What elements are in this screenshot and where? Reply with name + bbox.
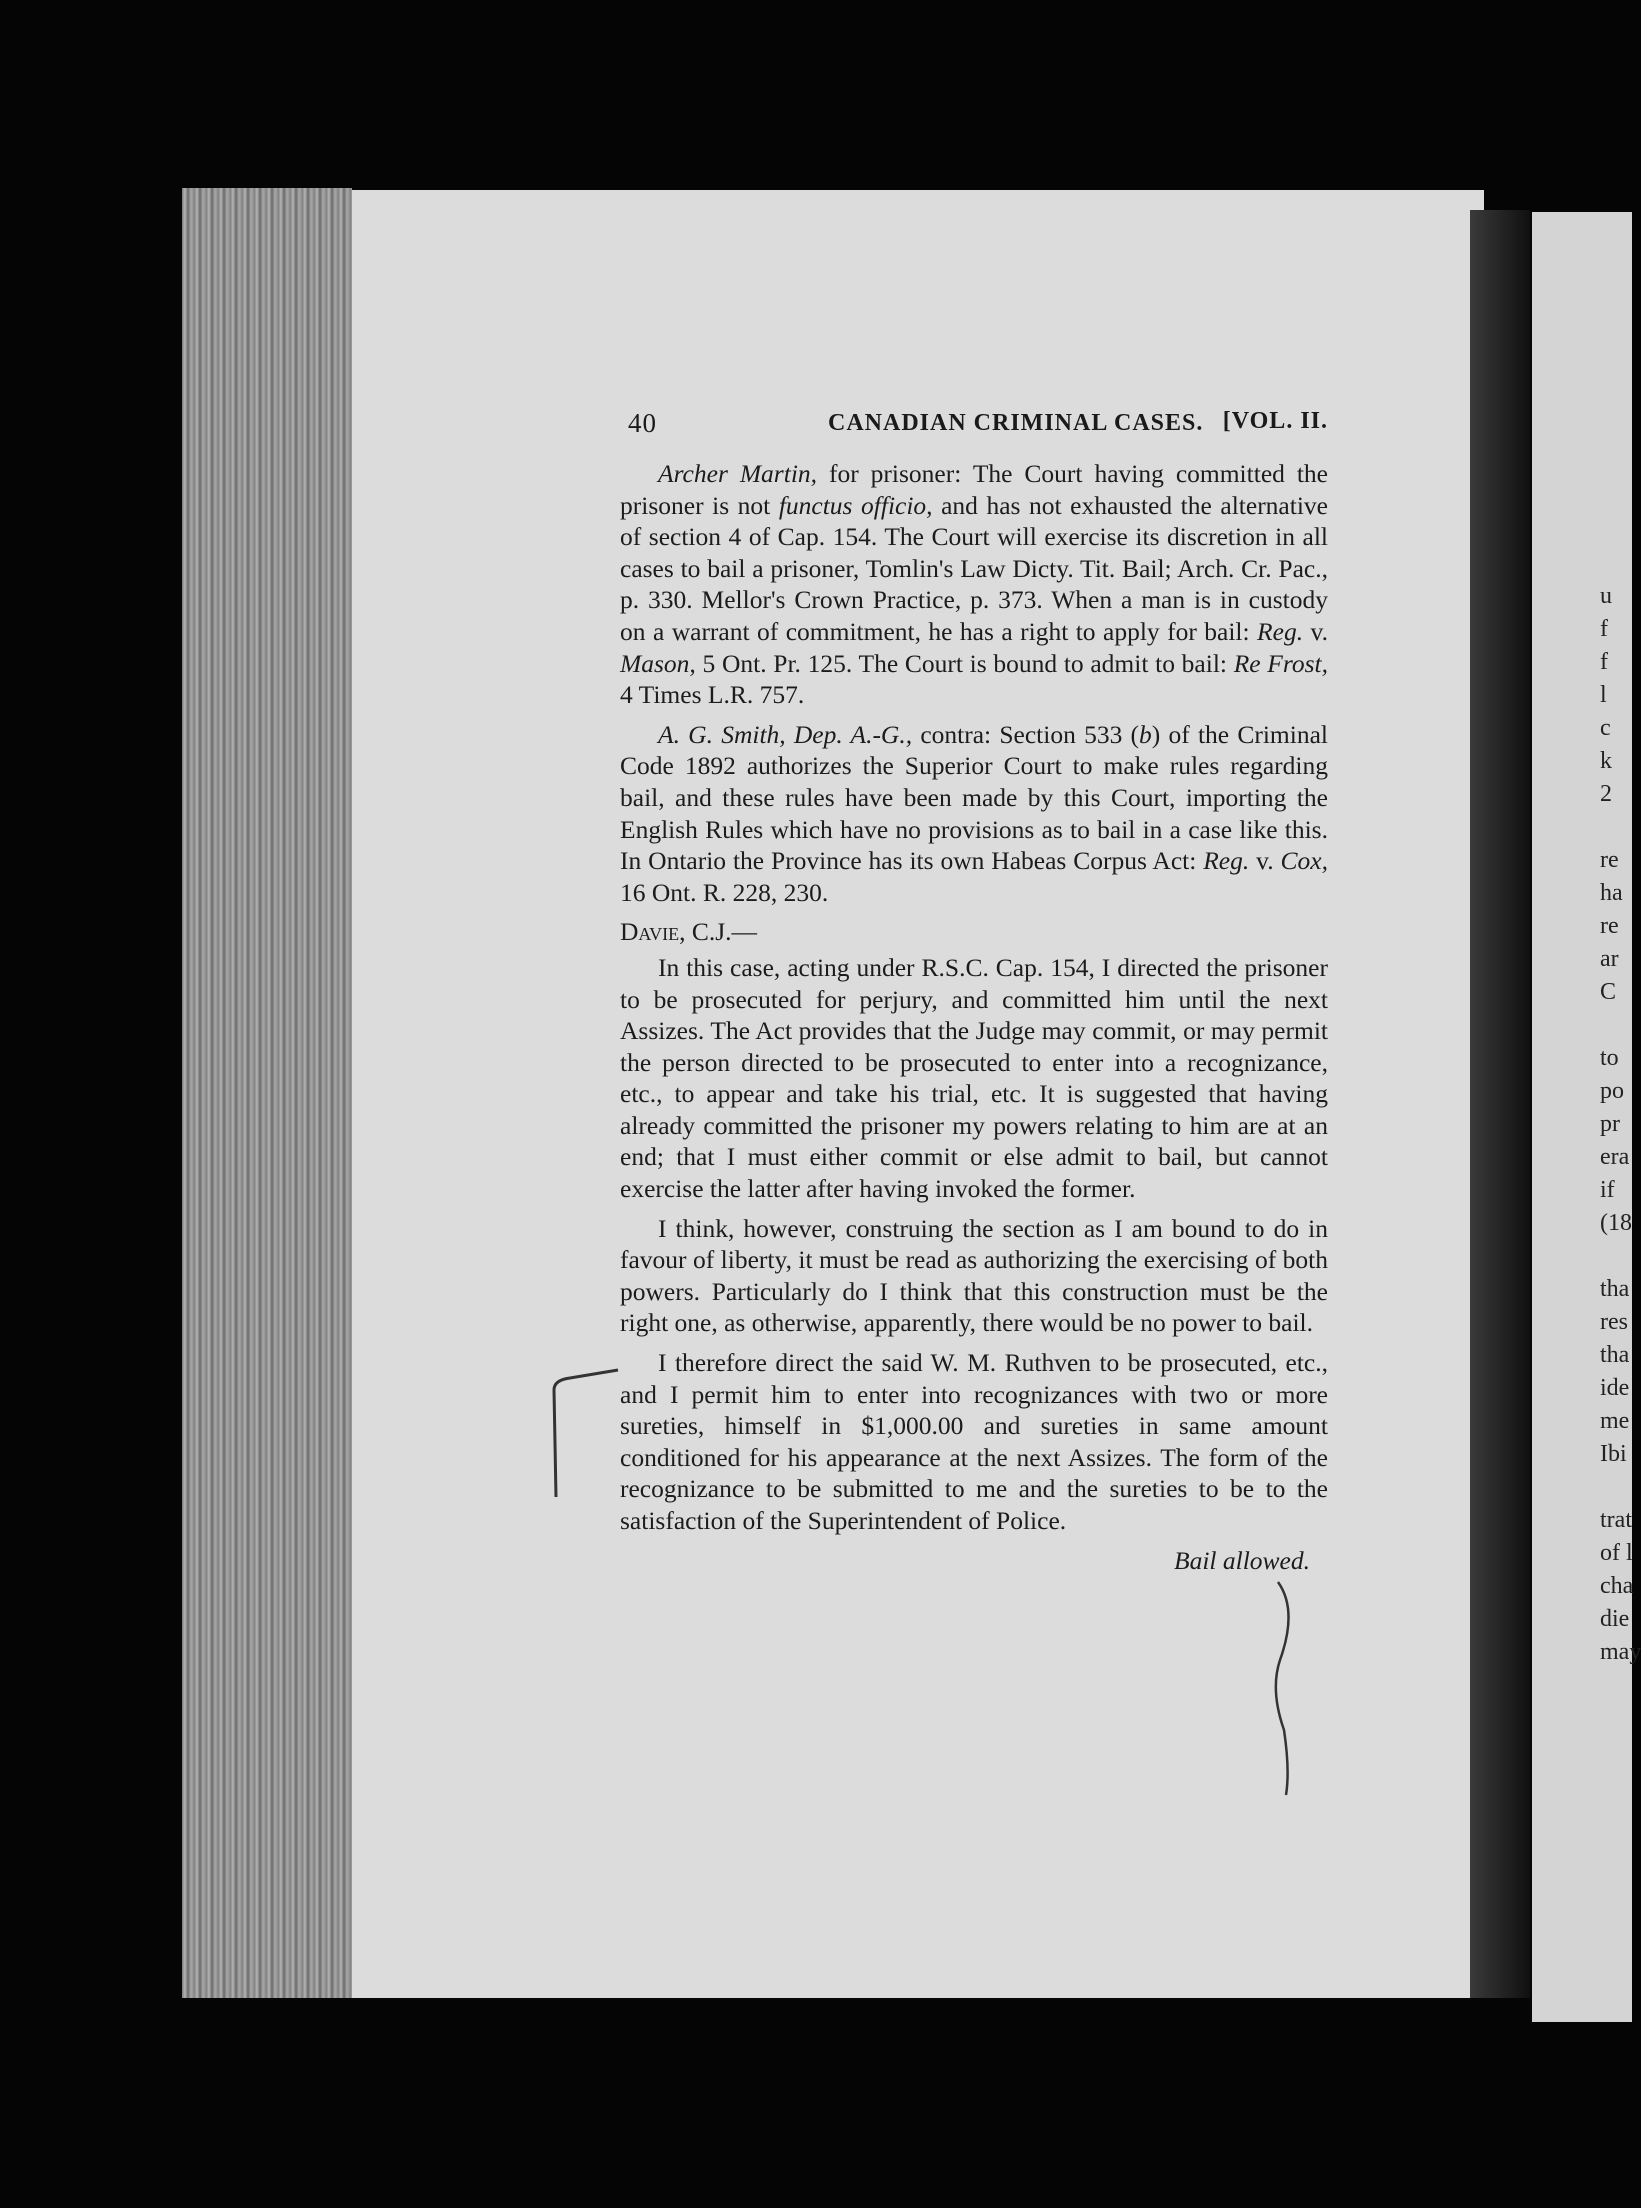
book-edge — [182, 188, 352, 1998]
adjacent-page-fragment: u — [1600, 583, 1612, 609]
page-body — [620, 458, 1328, 1576]
adjacent-page-fragment: may — [1600, 1639, 1641, 1665]
adjacent-page-fragment: f — [1600, 649, 1608, 675]
adjacent-page-fragment: l — [1600, 682, 1607, 708]
text-run: for prisoner: The Court having committed the prisoner is not — [620, 459, 1328, 520]
adjacent-page-fragment: re — [1600, 847, 1619, 873]
adjacent-page-fragment: pr — [1600, 1111, 1620, 1137]
adjacent-page-fragment: ha — [1600, 880, 1623, 906]
volume-label: [VOL. II. — [1222, 408, 1328, 434]
case-citation: Reg. — [1203, 846, 1250, 876]
text-run: contra: Section 533 ( — [912, 719, 1140, 749]
text-run: v. — [1303, 616, 1328, 646]
adjacent-page-fragment: re — [1600, 913, 1619, 939]
adjacent-page-fragment: of l — [1600, 1540, 1633, 1566]
text-run: 5 Ont. Pr. 125. The Court is bound to admit to bail: — [695, 648, 1234, 678]
latin-phrase: functus officio, — [778, 490, 933, 520]
adjacent-page-fragment: trat — [1600, 1507, 1632, 1533]
text-run: ) of the Criminal Code 1892 authorizes the Superior Court to make rules regarding bail, and these rules have been made by this Court, importing the English Rules which have no provisions as to bail in a case like this. In Ontario the Province has its own Habeas Corpus Act: — [620, 719, 1328, 876]
page-gutter-shadow — [1470, 210, 1530, 1998]
pencil-mark-line — [1250, 1580, 1340, 1800]
text-run: 4 Times L.R. 757. — [620, 680, 805, 710]
case-citation: Re Frost, — [1233, 648, 1328, 678]
paragraph-judgment-1: In this case, acting under R.S.C. Cap. 154, I directed the prisoner to be prosecuted for perjury, and committed him until the next Assizes. The Act provides that the Judge may commit, or may permit the person directed to be prosecuted to enter into a recognizance, etc., to appear and take his trial, etc. It is suggested that having already committed the prisoner my powers relating to him are at an end; that I must either commit or else admit to bail, but cannot exercise the latter after having invoked the former. — [620, 952, 1328, 1204]
text-run: v. — [1249, 846, 1281, 876]
adjacent-page-fragment: if — [1600, 1177, 1615, 1203]
adjacent-page-fragment: ide — [1600, 1375, 1630, 1401]
adjacent-page-fragment: C — [1600, 979, 1617, 1005]
adjacent-page-fragment: me — [1600, 1408, 1630, 1434]
adjacent-page-fragment: c — [1600, 715, 1611, 741]
paragraph-counsel-prisoner — [620, 458, 1328, 711]
paragraph-judgment-2: I think, however, construing the section as I am bound to do in favour of liberty, it must be read as authorizing the exercising of both powers. Particularly do I think that this construction must be the right one, as otherwise, apparently, there would be no power to bail. — [620, 1213, 1328, 1338]
judge-name: Davie, C.J.— — [620, 917, 758, 947]
adjacent-page-fragment — [1600, 1471, 1640, 1504]
adjacent-page-fragment: po — [1600, 1078, 1624, 1104]
page-number: 40 — [628, 408, 657, 438]
running-title: CANADIAN CRIMINAL CASES. — [828, 410, 1204, 436]
adjacent-page-fragment: die — [1600, 1606, 1630, 1632]
text-run: and has not exhausted the alternative of section 4 of Cap. 154. The Court will exercise its discretion in all cases to bail a prisoner, Tomlin's Law Dicty. Tit. Bail; Arch. Cr. Pac., p. 330. Mellor's Crown Practice, p. 373. When a man is in custody on a warrant of commitment, he has a right to apply for bail: — [620, 490, 1328, 646]
adjacent-page-fragment: f — [1600, 616, 1608, 642]
running-header — [628, 408, 1328, 452]
paragraph-judgment-3: I therefore direct the said W. M. Ruthven to be prosecuted, etc., and I permit him to enter into recognizances with two or more sureties, himself in $1,000.00 and sureties in same amount conditioned for his appearance at the next Assizes. The form of the recognizance to be submitted to me and the sureties to be to the satisfaction of the Superintendent of Police. — [620, 1348, 1328, 1535]
adjacent-page-fragment: cha — [1600, 1573, 1634, 1599]
case-citation: Reg. — [1257, 616, 1304, 646]
adjacent-page-text — [1600, 580, 1640, 1669]
closing-disposition: Bail allowed. — [1174, 1545, 1310, 1575]
adjacent-page-fragment: res — [1600, 1309, 1628, 1335]
adjacent-page-fragment: tha — [1600, 1342, 1630, 1368]
adjacent-page-fragment: ar — [1600, 946, 1619, 972]
counsel-name: A. G. Smith, Dep. A.-G., — [658, 719, 913, 749]
adjacent-page-fragment: 2 — [1600, 781, 1612, 807]
adjacent-page-fragment: to — [1600, 1045, 1619, 1071]
adjacent-page-fragment — [1600, 1009, 1640, 1042]
adjacent-page-fragment: tha — [1600, 1276, 1630, 1302]
case-citation: Cox, — [1280, 846, 1328, 876]
case-citation: Mason, — [620, 648, 696, 678]
adjacent-page-fragment — [1600, 811, 1640, 844]
adjacent-page-fragment: k — [1600, 748, 1612, 774]
pencil-mark-bracket — [540, 1362, 640, 1502]
text-run: 16 Ont. R. 228, 230. — [620, 877, 829, 907]
adjacent-page-fragment: (18 — [1600, 1210, 1632, 1236]
adjacent-page-fragment — [1600, 1240, 1640, 1273]
counsel-name: Archer Martin, — [658, 459, 818, 488]
subsection-letter: b — [1139, 719, 1152, 749]
adjacent-page-fragment: Ibi — [1600, 1441, 1627, 1467]
paragraph-counsel-crown — [620, 719, 1328, 909]
adjacent-page-fragment: era — [1600, 1144, 1630, 1170]
